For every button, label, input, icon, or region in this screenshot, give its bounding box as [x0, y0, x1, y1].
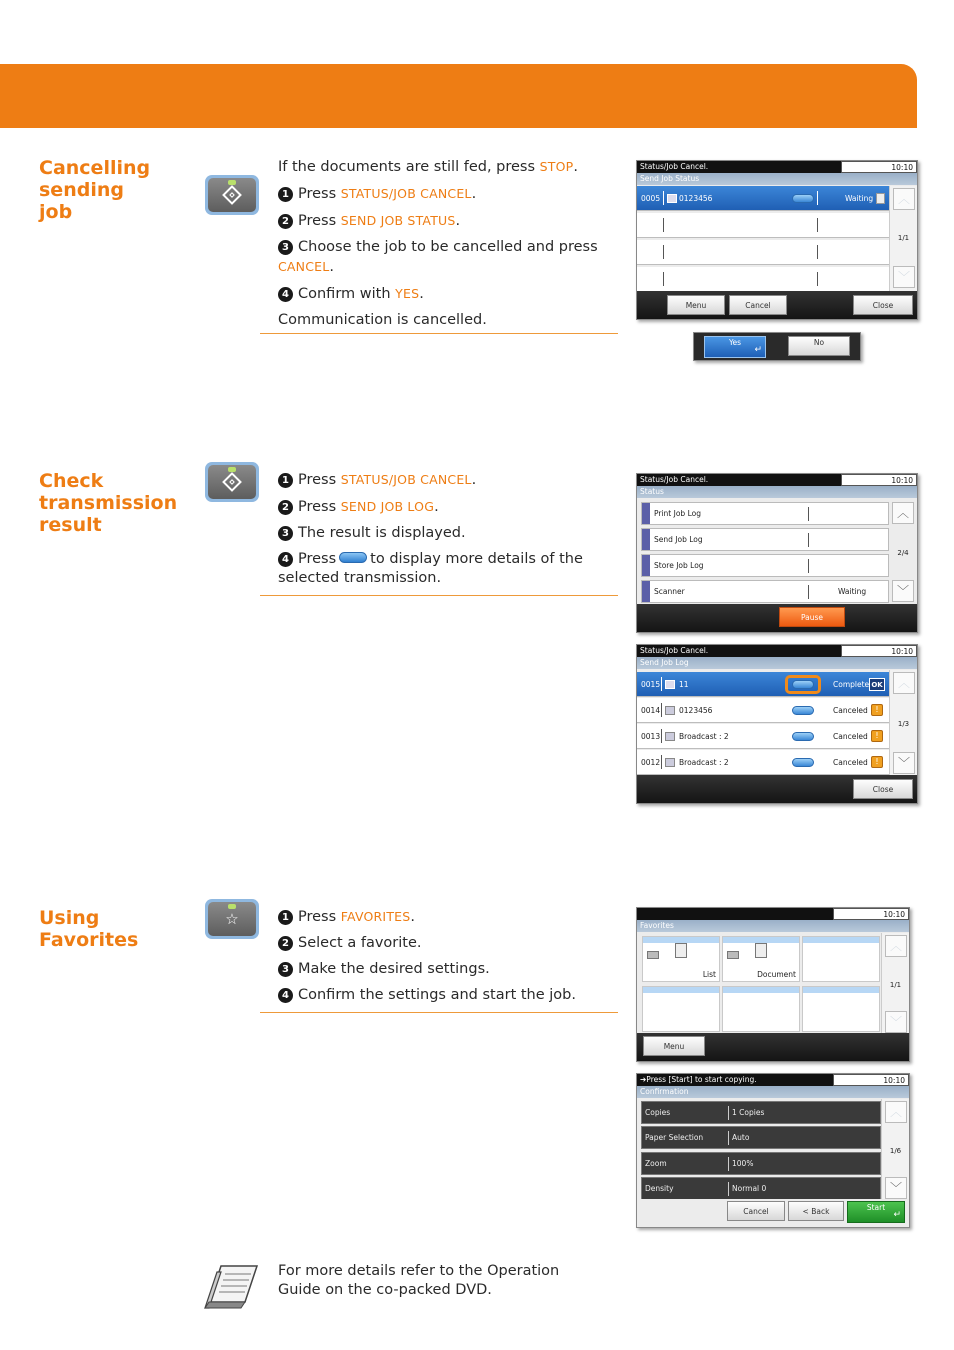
cancel-outro: Communication is cancelled. — [278, 312, 487, 328]
no-button[interactable]: No — [788, 336, 850, 356]
step: 3 Make the desired settings. — [278, 960, 618, 979]
fax-icon — [667, 194, 677, 203]
page-indicator: 1/6 — [889, 1147, 902, 1155]
status-row-scanner[interactable]: Scanner Waiting — [641, 580, 889, 603]
screen-favorites — [636, 907, 910, 1062]
screen-title: Press [Start] to start copying. — [646, 1075, 757, 1084]
favorite-document[interactable]: Document — [722, 936, 800, 982]
setting-row-paper: Paper Selection Auto — [641, 1126, 881, 1149]
arrow-right-icon: ➔ — [640, 1075, 647, 1084]
screen-subtitle: Status — [637, 486, 917, 498]
scroll-down-icon[interactable]: ﹀ — [893, 266, 915, 288]
log-row[interactable]: 0012 Broadcast : 2 Canceled ! — [637, 750, 889, 775]
scroll-down-icon[interactable]: ﹀ — [885, 1177, 907, 1199]
yes-button[interactable]: Yes ↵ — [704, 336, 766, 358]
section-title-check: Check transmission result — [39, 470, 178, 536]
cancel-steps — [278, 157, 618, 337]
screen-title: Status/Job Cancel. — [640, 646, 709, 655]
clock: 10:10 — [841, 161, 917, 173]
scroll-up-icon[interactable]: ︿ — [893, 188, 915, 210]
detail-button[interactable] — [792, 706, 814, 715]
stop-key — [205, 175, 259, 215]
scroll-down-icon[interactable]: ﹀ — [893, 752, 915, 774]
document-icon — [755, 943, 767, 958]
scrollbar[interactable] — [881, 1099, 909, 1202]
step: 1 Press STATUS/JOB CANCEL. — [278, 184, 618, 204]
favorite-empty[interactable] — [802, 936, 880, 982]
scroll-up-icon[interactable]: ︿ — [892, 502, 914, 524]
favorite-empty[interactable] — [722, 986, 800, 1032]
status-key — [205, 462, 259, 502]
start-button[interactable]: Start ↵ — [847, 1201, 905, 1223]
note-text: For more details refer to the Operation Guide on the co-packed DVD. — [278, 1263, 560, 1298]
screen-status — [636, 473, 918, 633]
screen-title: Status/Job Cancel. — [640, 162, 709, 171]
screen-subtitle: Confirmation — [637, 1086, 909, 1098]
setting-row-density: Density Normal 0 — [641, 1177, 881, 1200]
scrollbar[interactable] — [889, 670, 917, 777]
favorites-steps — [278, 907, 618, 1012]
cancel-button[interactable]: Cancel — [729, 295, 787, 315]
section-title-favorites: Using Favorites — [39, 907, 139, 951]
clock: 10:10 — [841, 645, 917, 657]
screen-confirmation — [636, 1073, 910, 1228]
copy-icon — [647, 951, 659, 959]
log-row[interactable]: 0013 Broadcast : 2 Canceled ! — [637, 724, 889, 749]
detail-button[interactable] — [792, 758, 814, 767]
pause-button[interactable]: Pause — [779, 607, 845, 627]
step: 3 The result is displayed. — [278, 524, 618, 543]
warning-icon: ! — [871, 756, 883, 768]
screen-send-job-status — [636, 160, 918, 320]
back-button[interactable]: < Back — [788, 1201, 844, 1221]
page-indicator: 1/1 — [889, 981, 902, 989]
page-indicator: 1/3 — [897, 720, 910, 728]
divider-rule — [260, 595, 618, 596]
close-button[interactable]: Close — [853, 779, 913, 799]
step: 2 Press SEND JOB STATUS. — [278, 211, 618, 231]
scroll-down-icon[interactable]: ﹀ — [885, 1011, 907, 1033]
enter-icon: ↵ — [754, 345, 762, 355]
fax-icon — [665, 732, 675, 741]
header-banner — [0, 64, 917, 128]
step: 4 Confirm with YES. — [278, 284, 618, 304]
favorite-list[interactable]: List — [642, 936, 720, 982]
detail-button[interactable] — [792, 194, 814, 203]
scrollbar[interactable] — [889, 499, 917, 606]
status-row-send[interactable]: Send Job Log — [641, 528, 889, 551]
scrollbar[interactable] — [889, 186, 917, 293]
step: 2 Select a favorite. — [278, 934, 618, 953]
queue-icon — [876, 193, 885, 204]
fax-icon — [665, 706, 675, 715]
page-indicator: 1/1 — [897, 234, 910, 242]
job-row[interactable]: 0005 0123456 Waiting — [637, 186, 889, 211]
ok-badge: OK — [869, 678, 885, 691]
setting-row-copies: Copies 1 Copies — [641, 1101, 881, 1124]
warning-icon: ! — [871, 730, 883, 742]
enter-icon: ↵ — [893, 1210, 901, 1220]
divider-rule — [260, 333, 618, 334]
scroll-down-icon[interactable]: ﹀ — [892, 580, 914, 602]
favorites-key — [205, 899, 259, 939]
detail-button[interactable] — [792, 680, 814, 689]
close-button[interactable]: Close — [853, 295, 913, 315]
screen-subtitle: Send Job Log — [637, 657, 917, 669]
scroll-up-icon[interactable]: ︿ — [885, 1101, 907, 1123]
stop-diamond-icon — [222, 185, 242, 205]
scroll-up-icon[interactable]: ︿ — [893, 672, 915, 694]
screen-subtitle: Send Job Status — [637, 173, 917, 185]
document-icon — [675, 943, 687, 958]
screen-subtitle: Favorites — [637, 920, 909, 932]
fax-icon — [665, 758, 675, 767]
menu-button[interactable]: Menu — [643, 1036, 705, 1056]
status-row-print[interactable]: Print Job Log — [641, 502, 889, 525]
favorite-empty[interactable] — [802, 986, 880, 1032]
menu-button[interactable]: Menu — [667, 295, 725, 315]
favorite-empty[interactable] — [642, 986, 720, 1032]
status-row-store[interactable]: Store Job Log — [641, 554, 889, 577]
manual-book-icon — [201, 1262, 261, 1314]
fax-icon — [665, 680, 675, 689]
warning-icon: ! — [871, 704, 883, 716]
clock: 10:10 — [841, 474, 917, 486]
scrollbar[interactable] — [881, 933, 909, 1036]
check-steps — [278, 470, 618, 595]
step: 4 Press to display more details of the selected transmission. — [278, 551, 583, 586]
scroll-up-icon[interactable]: ︿ — [885, 935, 907, 957]
divider-rule — [260, 1012, 618, 1013]
clock: 10:10 — [833, 1074, 909, 1086]
setting-row-zoom: Zoom 100% — [641, 1152, 881, 1175]
screen-send-job-log — [636, 644, 918, 804]
detail-button-icon — [339, 552, 367, 563]
page-indicator: 2/4 — [897, 549, 909, 557]
confirm-dialog — [693, 332, 861, 361]
copy-icon — [727, 951, 739, 959]
log-row[interactable]: 0014 0123456 Canceled ! — [637, 698, 889, 723]
star-icon: ☆ — [225, 910, 239, 928]
clock: 10:10 — [833, 908, 909, 920]
detail-button[interactable] — [792, 732, 814, 741]
step: 3 Choose the job to be cancelled and press CANCEL. — [278, 239, 598, 275]
step: 2 Press SEND JOB LOG. — [278, 497, 618, 517]
cancel-button[interactable]: Cancel — [727, 1201, 785, 1221]
section-title-cancel: Cancelling sending job — [39, 157, 151, 223]
log-row[interactable]: 0015 11 Complete OK — [637, 672, 889, 697]
step: 4 Confirm the settings and start the job. — [278, 986, 618, 1005]
screen-title: Status/Job Cancel. — [640, 475, 709, 484]
stop-diamond-icon — [222, 472, 242, 492]
step: 1 Press FAVORITES. — [278, 907, 618, 927]
step: 1 Press STATUS/JOB CANCEL. — [278, 470, 618, 490]
cancel-intro: If the documents are still fed, press STOP. — [278, 159, 579, 175]
